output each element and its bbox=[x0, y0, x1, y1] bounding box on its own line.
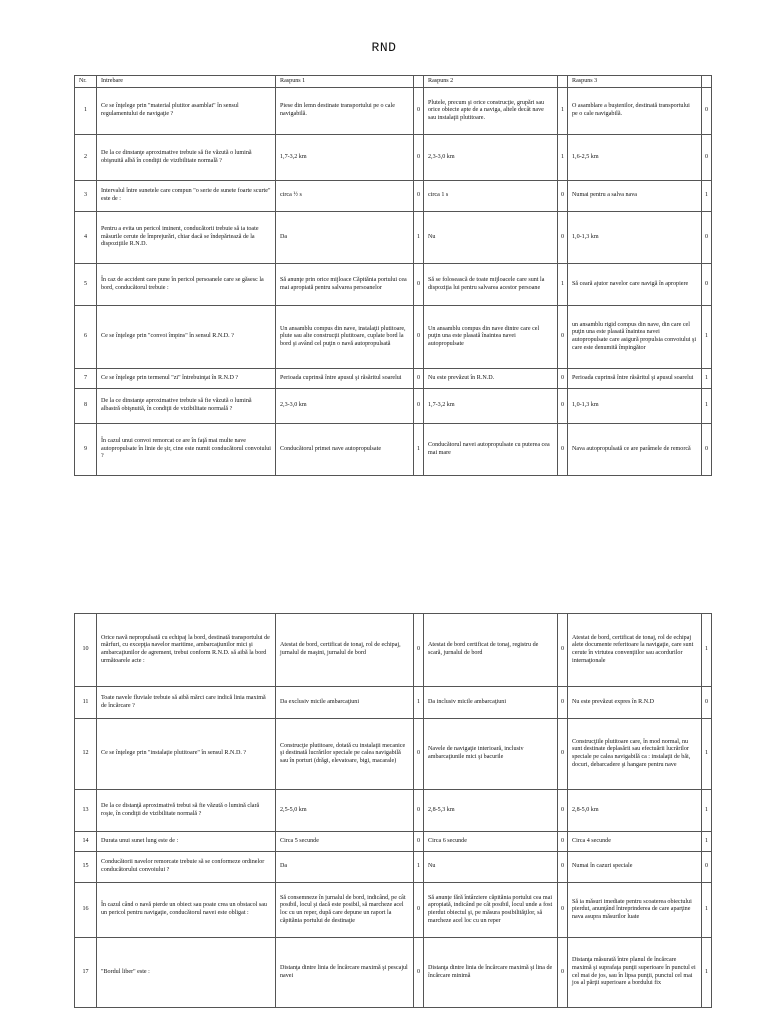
answer-2-score: 0 bbox=[558, 424, 568, 476]
question-number: 1 bbox=[75, 88, 97, 135]
table-row bbox=[75, 832, 712, 852]
answer-1-text: 2,3-3,0 km bbox=[276, 389, 414, 424]
table-row bbox=[75, 883, 712, 938]
table-row bbox=[75, 264, 712, 306]
answer-1-score: 0 bbox=[414, 719, 424, 790]
question-text: Pentru a evita un pericol iminent, conducătorii trebuie să ia toate măsurile cerute de împrejurări, chiar dacă se îndepărtează de la dispoziţiile R.N.D. bbox=[97, 212, 276, 264]
answer-2-score: 0 bbox=[558, 852, 568, 883]
answer-3-score: 1 bbox=[702, 181, 712, 212]
table-row bbox=[75, 614, 712, 687]
answer-3-text: Nava autopropulsată ce are parâmele de remorcă bbox=[568, 424, 702, 476]
answer-3-text: Să ceară ajutor navelor care navigă în apropiere bbox=[568, 264, 702, 306]
answer-3-score: 1 bbox=[702, 369, 712, 389]
answer-2-score: 0 bbox=[558, 790, 568, 832]
answer-3-score: 1 bbox=[702, 306, 712, 369]
answer-1-text: 2,5-5,0 km bbox=[276, 790, 414, 832]
question-text: În cazul unui convoi remorcat ce are în faţă mai multe nave autopropulsate în linie de şir, cine este numit conducătorul convoiului ? bbox=[97, 424, 276, 476]
answer-1-score: 0 bbox=[414, 614, 424, 687]
question-number: 13 bbox=[75, 790, 97, 832]
question-text: Orice navă nepropulsată cu echipaj la bord, destinată transportului de mărfuri, cu excepţia navelor maritime, ambarcaţiunilor mici şi ambarcaţiunilor de agrement, trebui conform R.N.D. să aibă la bord următoarele acte : bbox=[97, 614, 276, 687]
answer-2-text: Distanţa dintre linia de încărcare maximă şi lina de încărcare minimă bbox=[424, 938, 558, 1008]
answer-3-text: Atestat de bord, certificat de tonaj, rol de echipaj alete documente referitoare la navigaţie, care sunt cerute în virtutea convenţiilor sau acordurilor internaţionale bbox=[568, 614, 702, 687]
answer-3-score: 0 bbox=[702, 852, 712, 883]
question-number: 17 bbox=[75, 938, 97, 1008]
question-number: 3 bbox=[75, 181, 97, 212]
answer-3-score: 1 bbox=[702, 832, 712, 852]
answer-1-text: Da bbox=[276, 852, 414, 883]
answer-2-score: 0 bbox=[558, 832, 568, 852]
answer-2-text: Nu este prevăzut în R.N.D. bbox=[424, 369, 558, 389]
answer-1-text: Conducătorul primei nave autopropulsate bbox=[276, 424, 414, 476]
table-row bbox=[75, 135, 712, 181]
answer-1-text: Piese din lemn destinate transportului pe o cale navigabilă. bbox=[276, 88, 414, 135]
answer-1-score: 0 bbox=[414, 264, 424, 306]
question-number: 2 bbox=[75, 135, 97, 181]
header-answer-1: Raspuns 1 bbox=[276, 76, 414, 88]
answer-3-text: Perioada cuprinsă între răsăritul şi apusul soarelui bbox=[568, 369, 702, 389]
answer-3-score: 1 bbox=[702, 719, 712, 790]
table-row bbox=[75, 88, 712, 135]
answer-1-text: Da exclusiv micile ambarcaţiuni bbox=[276, 687, 414, 719]
answer-2-score: 0 bbox=[558, 389, 568, 424]
header-score-1 bbox=[414, 76, 424, 88]
answer-2-text: 2,3-3,0 km bbox=[424, 135, 558, 181]
answer-1-score: 0 bbox=[414, 790, 424, 832]
answer-2-text: Da inclusiv micile ambarcaţiuni bbox=[424, 687, 558, 719]
question-text: "Bordul liber" este : bbox=[97, 938, 276, 1008]
answer-1-text: Construcţie plutitoare, dotată cu instalaţii mecanice şi destinată lucrărilor speciale pe calea navigabilă sau în porturi (drăgi, elevatoare, bigi, macarale) bbox=[276, 719, 414, 790]
answer-1-score: 1 bbox=[414, 852, 424, 883]
answer-2-text: Un ansamblu compus din nave dintre care cel puţin una este plasată înaintea navei autopropulsate bbox=[424, 306, 558, 369]
answer-2-text: Circa 6 secunde bbox=[424, 832, 558, 852]
answer-1-score: 0 bbox=[414, 135, 424, 181]
answer-3-score: 1 bbox=[702, 790, 712, 832]
answer-3-text: Construcţiile plutitoare care, în mod normal, nu sunt destinate deplasării sau efectuării lucrărilor speciale pe calea navigabilă ca : instalaţii de băi, docuri, debarcadere şi hangare pentru nave bbox=[568, 719, 702, 790]
question-text: Ce se înţelege prin "material plutitor asamblat" în sensul regulamentului de navigaţie ? bbox=[97, 88, 276, 135]
question-number: 6 bbox=[75, 306, 97, 369]
answer-1-text: Perioada cuprinsă între apusul şi răsăritul soarelui bbox=[276, 369, 414, 389]
header-score-3 bbox=[702, 76, 712, 88]
answer-2-score: 0 bbox=[558, 181, 568, 212]
answer-2-text: circa 1 s bbox=[424, 181, 558, 212]
answer-2-text: 2,8-5,3 km bbox=[424, 790, 558, 832]
answer-2-score: 0 bbox=[558, 687, 568, 719]
question-text: De la ce dinstanţe aproximative trebuie să fie văzută o lumină obişnuită albă în condiţii de vizibilitate normală ? bbox=[97, 135, 276, 181]
answer-1-text: Distanţa dintre linia de încărcare maximă şi pescajul navei bbox=[276, 938, 414, 1008]
answer-1-text: Circa 5 secunde bbox=[276, 832, 414, 852]
header-question: Intrebare bbox=[97, 76, 276, 88]
question-text: Toate navele fluviale trebuie să aibă mărci care indică linia maximă de încărcare ? bbox=[97, 687, 276, 719]
question-text: În caz de accident care pune în pericol persoanele care se găsesc la bord, conducătorul trebuie : bbox=[97, 264, 276, 306]
answer-3-text: O asamblare a buştenilor, destinată transportului pe o cale navigabilă. bbox=[568, 88, 702, 135]
question-number: 9 bbox=[75, 424, 97, 476]
answer-3-text: Nu este prevăzut expres în R.N.D bbox=[568, 687, 702, 719]
question-number: 16 bbox=[75, 883, 97, 938]
answer-3-score: 0 bbox=[702, 135, 712, 181]
question-number: 8 bbox=[75, 389, 97, 424]
answer-2-text: Plutele, precum şi orice construcţie, grupări sau orice obiecte apte de a naviga, altele decât nave sau instalaţii plutitoare. bbox=[424, 88, 558, 135]
answer-3-text: 1,6-2,5 km bbox=[568, 135, 702, 181]
question-text: Intervalul între sunetele care compun "o serie de sunete foarte scurte" este de : bbox=[97, 181, 276, 212]
header-score-2 bbox=[558, 76, 568, 88]
question-number: 11 bbox=[75, 687, 97, 719]
question-text: Durata unui sunet lung este de : bbox=[97, 832, 276, 852]
quiz-table-2 bbox=[74, 613, 712, 1008]
answer-1-text: Atestat de bord, certificat de tonaj, rol de echipaj, jurnalul de maşini, jurnalul de bord bbox=[276, 614, 414, 687]
header-answer-2: Raspuns 2 bbox=[424, 76, 558, 88]
question-number: 4 bbox=[75, 212, 97, 264]
question-text: Ce se înţelege prin "convoi împins" în sensul R.N.D. ? bbox=[97, 306, 276, 369]
table-row bbox=[75, 306, 712, 369]
table-row bbox=[75, 389, 712, 424]
answer-2-text: 1,7-3,2 km bbox=[424, 389, 558, 424]
answer-2-text: Să anunţe fără întârziere căpitănia portului cea mai apropiată, indicând pe cât posibil, locul unde a fost pierdut obiectul şi, pe măsura posibilităţilor, să marcheze acel loc cu un reper bbox=[424, 883, 558, 938]
question-text: Ce se înţelege prin termenul "zi" întrebuinţat în R.N.D ? bbox=[97, 369, 276, 389]
answer-3-score: 0 bbox=[702, 424, 712, 476]
answer-1-score: 1 bbox=[414, 212, 424, 264]
question-text: Conducătorii navelor remorcate trebuie să se conformeze ordinelor conducătorului convoiului ? bbox=[97, 852, 276, 883]
answer-1-text: Da bbox=[276, 212, 414, 264]
header-nr: Nr. bbox=[75, 76, 97, 88]
answer-2-score: 0 bbox=[558, 614, 568, 687]
answer-1-text: 1,7-3,2 km bbox=[276, 135, 414, 181]
answer-2-score: 1 bbox=[558, 135, 568, 181]
answer-2-score: 0 bbox=[558, 719, 568, 790]
answer-3-score: 1 bbox=[702, 883, 712, 938]
answer-2-text: Nu bbox=[424, 212, 558, 264]
answer-3-score: 0 bbox=[702, 687, 712, 719]
answer-3-text: un ansamblu rigid compus din nave, din care cel puţin una este plasată înaintea navei autopropulsate care asigură propulsia convoiului şi care este denumită împingător bbox=[568, 306, 702, 369]
answer-1-score: 0 bbox=[414, 88, 424, 135]
answer-3-score: 0 bbox=[702, 88, 712, 135]
answer-1-score: 0 bbox=[414, 306, 424, 369]
answer-3-text: Numai pentru a salva nava bbox=[568, 181, 702, 212]
answer-3-score: 0 bbox=[702, 264, 712, 306]
answer-2-score: 0 bbox=[558, 883, 568, 938]
answer-1-score: 1 bbox=[414, 687, 424, 719]
question-text: De la ce dinstanţe aproximative trebuie să fie văzută o lumină albastră obişnuită, în condiţii de vizibilitate normală ? bbox=[97, 389, 276, 424]
answer-2-text: Atestat de bord certificat de tonaj, registru de scară, jurnalul de bord bbox=[424, 614, 558, 687]
answer-2-score: 0 bbox=[558, 212, 568, 264]
answer-2-score: 1 bbox=[558, 264, 568, 306]
answer-1-score: 0 bbox=[414, 832, 424, 852]
answer-3-text: 2,8-5,0 km bbox=[568, 790, 702, 832]
table-row bbox=[75, 852, 712, 883]
answer-2-score: 1 bbox=[558, 88, 568, 135]
answer-3-text: Distanţa măsurată între planul de încărcare maximă şi suprafaţa punţii superioare în punctul ei cel mai de jos, sau în lipsa punţii, punctul cel mai jos al părţii superioare a bordului fix bbox=[568, 938, 702, 1008]
answer-1-score: 0 bbox=[414, 883, 424, 938]
table-row bbox=[75, 938, 712, 1008]
header-answer-3: Raspuns 3 bbox=[568, 76, 702, 88]
answer-2-text: Să se folosească de toate mijloacele care sunt la dispoziţia lui pentru salvarea acestor persoane bbox=[424, 264, 558, 306]
answer-2-text: Conducătorul navei autopropulsate cu puterea cea mai mare bbox=[424, 424, 558, 476]
table-row bbox=[75, 687, 712, 719]
answer-3-text: 1,0-1,3 km bbox=[568, 389, 702, 424]
question-text: Ce se înţelege prin "instalaţie plutitoare" în sensul R.N.D. ? bbox=[97, 719, 276, 790]
answer-2-text: Nu bbox=[424, 852, 558, 883]
answer-3-text: Numai în cazuri speciale bbox=[568, 852, 702, 883]
question-number: 10 bbox=[75, 614, 97, 687]
question-number: 12 bbox=[75, 719, 97, 790]
answer-3-score: 1 bbox=[702, 389, 712, 424]
question-text: În cazul când o navă pierde un obiect sau poate crea un obstacol sau un pericol pentru navigaţie, conducătorul navei este obligat : bbox=[97, 883, 276, 938]
answer-3-score: 1 bbox=[702, 938, 712, 1008]
table-row bbox=[75, 719, 712, 790]
answer-1-text: circa ½ s bbox=[276, 181, 414, 212]
table-header-row bbox=[75, 76, 712, 88]
answer-1-score: 0 bbox=[414, 938, 424, 1008]
answer-3-text: Circa 4 secunde bbox=[568, 832, 702, 852]
answer-1-score: 0 bbox=[414, 389, 424, 424]
answer-2-score: 0 bbox=[558, 306, 568, 369]
answer-3-text: Să ia măsuri imediate pentru scoaterea obiectului pierdut, anunţând întreprinderea de care aparţine nava asupra măsurilor luate bbox=[568, 883, 702, 938]
table-row bbox=[75, 790, 712, 832]
answer-3-text: 1,0-1,3 km bbox=[568, 212, 702, 264]
table-row bbox=[75, 369, 712, 389]
answer-1-text: Să anunţe prin orice mijloace Căpitănia portului cea mai apropiată pentru salvarea persoanelor bbox=[276, 264, 414, 306]
answer-1-score: 0 bbox=[414, 369, 424, 389]
question-number: 7 bbox=[75, 369, 97, 389]
answer-3-score: 0 bbox=[702, 212, 712, 264]
table-row bbox=[75, 181, 712, 212]
question-number: 5 bbox=[75, 264, 97, 306]
answer-1-score: 0 bbox=[414, 181, 424, 212]
table-row bbox=[75, 212, 712, 264]
table-row bbox=[75, 424, 712, 476]
answer-2-text: Navele de navigaţie interioară, inclusiv ambarcaţiunile mici şi bacurile bbox=[424, 719, 558, 790]
answer-3-score: 1 bbox=[702, 614, 712, 687]
question-number: 15 bbox=[75, 852, 97, 883]
answer-2-score: 0 bbox=[558, 369, 568, 389]
quiz-table-1 bbox=[74, 75, 712, 476]
question-text: De la ce distanţă aproximativă trebui să fie văzută o lumină clară roşie, în condiţii de vizibilitate normală ? bbox=[97, 790, 276, 832]
answer-1-score: 1 bbox=[414, 424, 424, 476]
answer-1-text: Un ansamblu compus din nave, instalaţii plutitoare, plute sau alte construcţii plutitoare, cuplate bord la bord şi având cel puţin o navă autopropulsată bbox=[276, 306, 414, 369]
answer-2-score: 0 bbox=[558, 938, 568, 1008]
document-title: RND bbox=[371, 40, 397, 55]
answer-1-text: Să consemneze în jurnalul de bord, indicând, pe cât posibil, locul şi dacă este posibil, să marcheze acel loc cu un reper, după care depune un raport la căpitănia portului de destinaţie bbox=[276, 883, 414, 938]
question-number: 14 bbox=[75, 832, 97, 852]
